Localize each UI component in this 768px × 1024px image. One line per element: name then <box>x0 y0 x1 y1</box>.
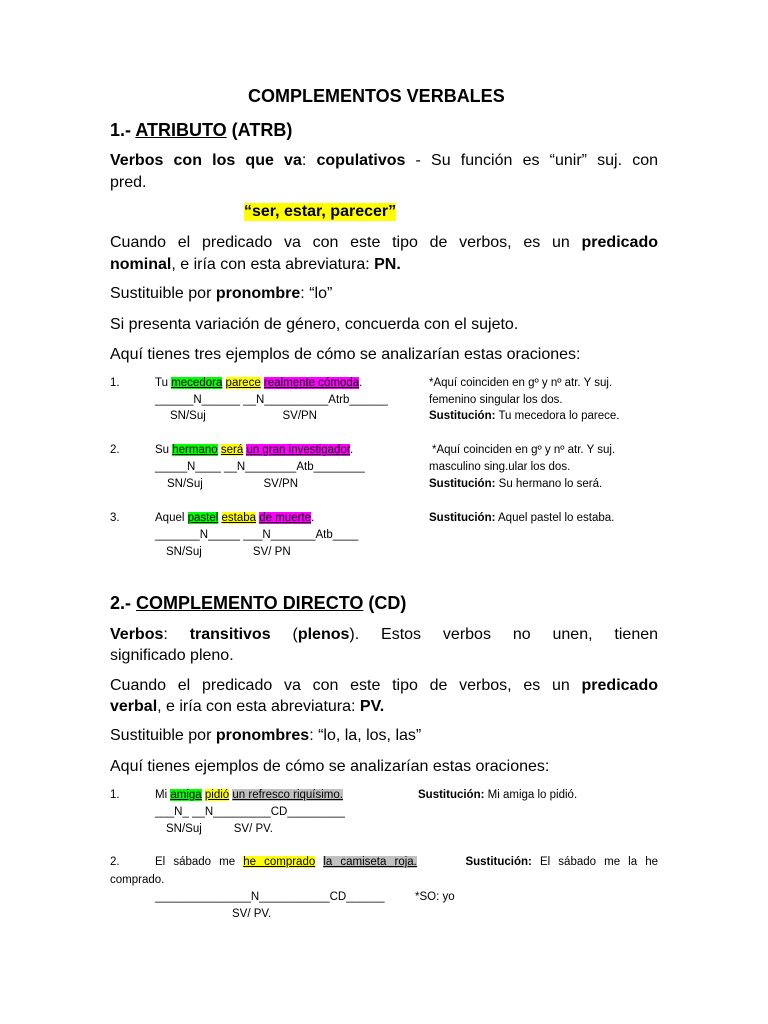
verbs-line <box>110 152 658 170</box>
attribute: de muerte <box>259 512 312 524</box>
cd-ex1-substitution <box>418 789 577 801</box>
subject-noun: mecedora <box>171 377 223 389</box>
sust-value: : “lo” <box>300 285 333 302</box>
verbs-label: Verbos <box>110 626 164 643</box>
ex1-note-1: *Aquí coinciden en gº y nº atr. Y suj. <box>429 377 613 389</box>
pred-abbr: PN. <box>374 256 401 273</box>
sust-label: Sustitución: <box>465 856 532 868</box>
examples-intro: Aquí tienes tres ejemplos de cómo se analizarían estas oraciones: <box>110 346 581 363</box>
attribute: realmente cómoda <box>263 377 360 389</box>
subject-noun: amiga <box>170 789 202 801</box>
verb: he comprado <box>243 856 316 868</box>
cd-ex2-continuation: comprado. <box>110 874 165 886</box>
word: El sábado me <box>155 856 244 868</box>
sust-text: Sustituible por <box>110 727 216 744</box>
sust-bold: pronombre <box>215 285 301 302</box>
period: . <box>350 444 354 456</box>
section-2-heading <box>110 593 406 614</box>
copulativos: copulativos <box>316 152 406 169</box>
ex3-substitution <box>429 512 614 524</box>
ex3-analysis-labels: SN/Suj SV/ PN <box>166 546 291 558</box>
ex2-number: 2. <box>110 444 120 456</box>
colon: : <box>163 626 190 643</box>
sust-text: El sábado me la he <box>531 856 659 868</box>
ex1-sentence <box>155 377 362 389</box>
verbs-desc: ). Estos verbos no unen, tienen <box>349 626 659 643</box>
section-name: ATRIBUTO <box>135 120 227 140</box>
verb: pidió <box>204 789 230 801</box>
predicado-line-2 <box>110 256 401 274</box>
sust-value: : “lo, la, los, las” <box>309 727 422 744</box>
cd-ex1-sentence <box>155 789 343 801</box>
predicado-line-1 <box>110 677 658 695</box>
direct-object: un refresco riquísimo. <box>232 789 343 801</box>
pred-text-2: , e iría con esta abreviatura: <box>171 256 375 273</box>
sust-text: Tu mecedora lo parece. <box>495 410 620 422</box>
verbs-line <box>110 626 658 644</box>
pred-text-2: , e iría con esta abreviatura: <box>157 698 360 715</box>
cd-ex2-analysis-labels: SV/ PV. <box>232 908 272 920</box>
pred-bold: predicado <box>581 677 658 694</box>
sust-text: Aquel pastel lo estaba. <box>495 512 615 524</box>
copulative-verbs-quote: “ser, estar, parecer” <box>244 203 397 220</box>
cd-ex1-analysis-line: ___N_ __N_________CD_________ <box>155 806 345 818</box>
cd-ex1-analysis-labels: SN/Suj SV/ PV. <box>166 823 273 835</box>
section-abbr: (CD) <box>363 593 407 613</box>
ex3-number: 3. <box>110 512 120 524</box>
subject-noun: hermano <box>172 444 218 456</box>
sust-label: Sustitución: <box>418 789 485 801</box>
sustituible-line <box>110 285 332 303</box>
sust-text: Sustituible por <box>110 285 216 302</box>
pred-text: Cuando el predicado va con este tipo de verbos, es un <box>110 234 570 251</box>
sust-label: Sustitución: <box>429 478 496 490</box>
ex1-note-2: femenino singular los dos. <box>429 394 563 406</box>
cd-ex2-sentence <box>155 856 658 868</box>
sust-label: Sustitución: <box>429 410 496 422</box>
ex1-substitution <box>429 410 619 422</box>
verb: será <box>220 444 244 456</box>
examples-intro: Aquí tienes ejemplos de cómo se analizarían estas oraciones: <box>110 758 550 775</box>
ex2-note-2: masculino sing.ular los dos. <box>429 461 571 473</box>
cd-ex1-number: 1. <box>110 789 120 801</box>
ex1-number: 1. <box>110 377 120 389</box>
plenos: plenos <box>297 626 350 643</box>
attribute: un gran investigador <box>246 444 351 456</box>
pred-bold: predicado <box>581 234 658 251</box>
word: Aquel <box>155 512 188 524</box>
ex1-analysis-line: ______N______ __N__________Atrb______ <box>155 394 388 406</box>
pred-nominal: nominal <box>110 256 172 273</box>
sust-label: Sustitución: <box>429 512 496 524</box>
word: Tu <box>155 377 172 389</box>
ex3-analysis-line: _______N_____ ___N_______Atb____ <box>155 529 359 541</box>
word: Su <box>155 444 173 456</box>
ex1-analysis-labels: SN/Suj SV/PN <box>170 410 317 422</box>
verbs-label: Verbos con los que va <box>110 152 302 169</box>
cd-ex2-analysis-line: _______________N___________CD______ <box>155 891 385 903</box>
pred-abbr: PV. <box>359 698 385 715</box>
colon: : <box>301 152 317 169</box>
verbs-line-cont: pred. <box>110 174 147 191</box>
ex2-sentence <box>155 444 353 456</box>
word: Mi <box>155 789 171 801</box>
direct-object: la camiseta roja. <box>323 856 417 868</box>
verb: parece <box>225 377 261 389</box>
section-abbr: (ATRB) <box>226 120 293 140</box>
verbs-line-cont: significado pleno. <box>110 647 234 664</box>
ex2-analysis-labels: SN/Suj SV/PN <box>167 478 299 490</box>
predicado-line-1 <box>110 234 658 252</box>
predicado-line-2 <box>110 698 384 716</box>
transitivos: transitivos <box>189 626 271 643</box>
ex2-substitution <box>429 478 602 490</box>
subject-noun: pastel <box>187 512 219 524</box>
sust-text: Su hermano lo será. <box>495 478 603 490</box>
sustituible-line <box>110 727 421 745</box>
sust-text: Mi amiga lo pidió. <box>484 789 578 801</box>
ex2-analysis-line: _____N____ __N________Atb________ <box>155 461 365 473</box>
pred-verbal: verbal <box>110 698 158 715</box>
section-name: COMPLEMENTO DIRECTO <box>136 593 364 613</box>
verb: estaba <box>221 512 257 524</box>
paren: ( <box>270 626 298 643</box>
cd-ex2-number: 2. <box>110 856 120 868</box>
period: . <box>359 377 363 389</box>
ex3-sentence <box>155 512 314 524</box>
verbs-desc: - Su función es “unir” suj. con <box>405 152 659 169</box>
section-number: 1.- <box>110 120 136 140</box>
sust-bold: pronombres <box>215 727 310 744</box>
ex2-note-1: *Aquí coinciden en gº y nº atr. Y suj. <box>432 444 616 456</box>
section-number: 2.- <box>110 593 137 613</box>
pred-text: Cuando el predicado va con este tipo de verbos, es un <box>110 677 570 694</box>
period: . <box>311 512 315 524</box>
cd-ex2-implicit-subject: *SO: yo <box>415 891 455 903</box>
section-1-heading <box>110 120 292 141</box>
page-title: COMPLEMENTOS VERBALES <box>248 86 505 106</box>
genero-line: Si presenta variación de género, concuerda con el sujeto. <box>110 316 519 333</box>
